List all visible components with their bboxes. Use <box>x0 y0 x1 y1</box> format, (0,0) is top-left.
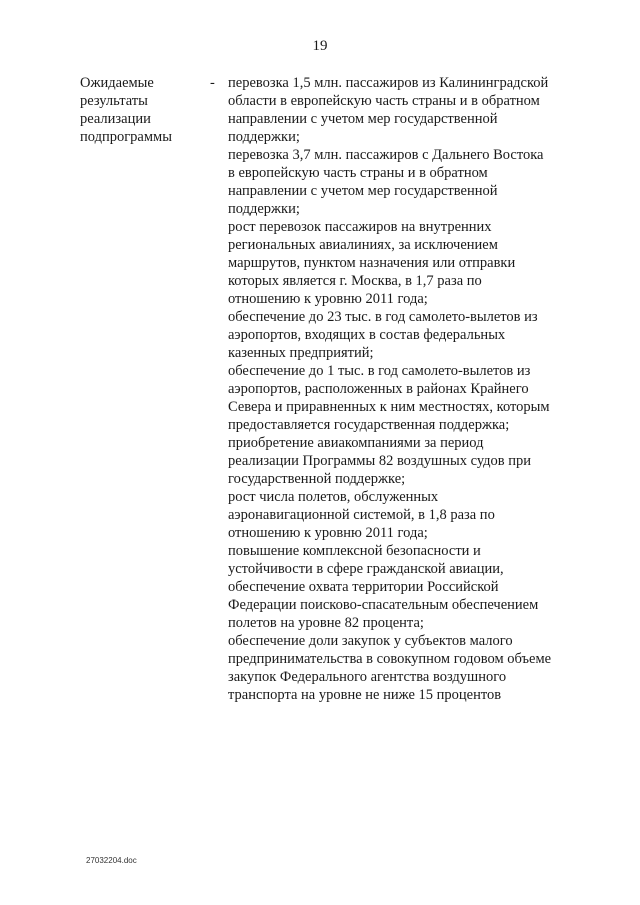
text-line: поддержки; <box>228 129 300 145</box>
text-line: рост перевозок пассажиров на внутренних <box>228 219 492 235</box>
page-number: 19 <box>312 38 328 54</box>
text-line: в европейскую часть страны и в обратном <box>228 165 488 181</box>
text-line: транспорта на уровне не ниже 15 процентов <box>228 687 502 703</box>
footer-filename: 27032204.doc <box>86 856 137 865</box>
text-line: обеспечение доли закупок у субъектов малого <box>228 633 513 649</box>
section-label-line: реализации <box>80 111 151 127</box>
text-line: отношению к уровню 2011 года; <box>228 291 428 307</box>
text-line: которых является г. Москва, в 1,7 раза по <box>228 273 482 289</box>
section-label <box>80 74 200 146</box>
section-label-line: Ожидаемые <box>80 75 154 91</box>
text-line: перевозка 1,5 млн. пассажиров из Калининградской <box>228 75 549 91</box>
text-line: предоставляется государственная поддержка; <box>228 417 510 433</box>
section-label-line: результаты <box>80 93 148 109</box>
text-line: аэропортов, расположенных в районах Крайнего <box>228 381 529 397</box>
text-line: предпринимательства в совокупном годовом объеме <box>228 651 552 667</box>
text-line: обеспечение до 1 тыс. в год самолето-вылетов из <box>228 363 531 379</box>
text-line: аэропортов, входящих в состав федеральных <box>228 327 506 343</box>
text-line: региональных авиалиниях, за исключением <box>228 237 498 253</box>
section-label-line: подпрограммы <box>80 129 172 145</box>
text-line: аэронавигационной системой, в 1,8 раза по <box>228 507 495 523</box>
text-line: области в европейскую часть страны и в обратном <box>228 93 540 109</box>
expected-results-text <box>228 74 588 704</box>
text-line: закупок Федерального агентства воздушного <box>228 669 507 685</box>
text-line: повышение комплексной безопасности и <box>228 543 481 559</box>
text-line: казенных предприятий; <box>228 345 374 361</box>
text-line: перевозка 3,7 млн. пассажиров с Дальнего Востока <box>228 147 544 163</box>
text-line: направлении с учетом мер государственной <box>228 111 498 127</box>
text-line: государственной поддержке; <box>228 471 406 487</box>
text-line: реализации Программы 82 воздушных судов при <box>228 453 532 469</box>
text-line: Федерации поисково-спасательным обеспечением <box>228 597 539 613</box>
text-line: направлении с учетом мер государственной <box>228 183 498 199</box>
text-line: поддержки; <box>228 201 300 217</box>
list-dash: - <box>210 75 215 91</box>
text-line: Севера и приравненных к ним местностях, которым <box>228 399 550 415</box>
text-line: приобретение авиакомпаниями за период <box>228 435 484 451</box>
text-line: устойчивости в сфере гражданской авиации, <box>228 561 504 577</box>
text-line: маршрутов, пунктом назначения или отправки <box>228 255 516 271</box>
text-line: отношению к уровню 2011 года; <box>228 525 428 541</box>
text-line: рост числа полетов, обслуженных <box>228 489 439 505</box>
text-line: обеспечение охвата территории Российской <box>228 579 499 595</box>
text-line: обеспечение до 23 тыс. в год самолето-вылетов из <box>228 309 538 325</box>
text-line: полетов на уровне 82 процента; <box>228 615 424 631</box>
